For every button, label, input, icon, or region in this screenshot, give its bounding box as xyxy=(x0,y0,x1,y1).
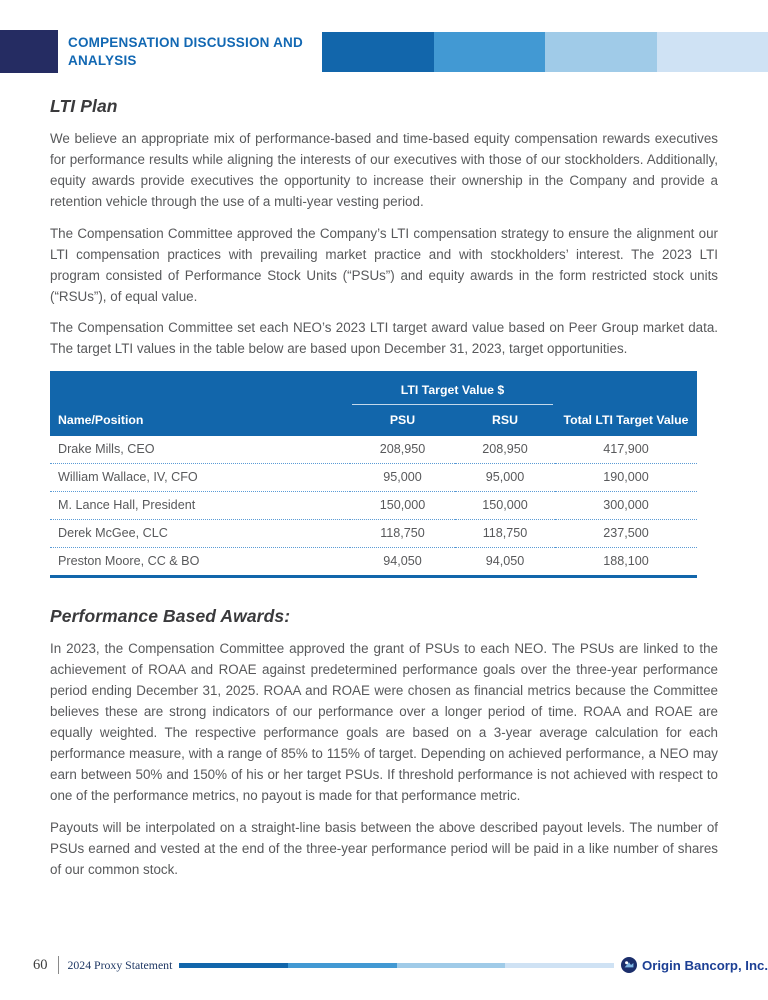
column-header-name-position: Name/Position xyxy=(58,413,144,427)
cell-rsu: 150,000 xyxy=(455,492,555,520)
gradient-segment-1 xyxy=(179,963,288,968)
cell-psu: 95,000 xyxy=(350,464,455,492)
section-title: COMPENSATION DISCUSSION AND ANALYSIS xyxy=(68,34,303,68)
cell-total: 188,100 xyxy=(555,548,697,577)
column-header-rsu: RSU xyxy=(492,413,518,427)
cell-rsu: 94,050 xyxy=(455,548,555,577)
cell-psu: 94,050 xyxy=(350,548,455,577)
performance-paragraph-2: Payouts will be interpolated on a straight-line basis between the above described payout levels. The number of PSUs earned and vested at the end of the three-year performance period will be paid in a like number of shares of our common stock. xyxy=(50,819,718,877)
page-footer xyxy=(0,954,768,976)
lti-plan-heading: LTI Plan xyxy=(50,96,118,116)
table-row xyxy=(50,464,697,492)
cell-rsu: 95,000 xyxy=(455,464,555,492)
cell-psu: 118,750 xyxy=(350,520,455,548)
cell-total: 237,500 xyxy=(555,520,697,548)
table-row xyxy=(50,492,697,520)
navy-accent-square xyxy=(0,30,58,73)
table-row xyxy=(50,436,697,464)
gradient-segment-4 xyxy=(657,32,768,72)
cell-total: 300,000 xyxy=(555,492,697,520)
lti-paragraph-2: The Compensation Committee approved the Company’s LTI compensation strategy to ensure the alignment our LTI compensation practices with prevailing market practice and with stockholders’ interest. The 2023 LTI program consisted of Performance Stock Units (“PSUs”) and equity awards in the form restricted stock units (“RSUs”), of equal value. xyxy=(50,225,718,304)
table-row xyxy=(50,548,697,577)
page-content xyxy=(50,73,718,890)
column-header-total: Total LTI Target Value xyxy=(563,413,689,427)
lti-target-value-table xyxy=(50,371,697,578)
cell-psu: 208,950 xyxy=(350,436,455,464)
cell-name: Preston Moore, CC & BO xyxy=(50,548,350,577)
gradient-segment-2 xyxy=(288,963,397,968)
cell-rsu: 118,750 xyxy=(455,520,555,548)
gradient-segment-3 xyxy=(397,963,506,968)
performance-paragraph-1: In 2023, the Compensation Committee approved the grant of PSUs to each NEO. The PSUs are linked to the achievement of ROAA and ROAE against predetermined performance goals over the three-year performance period ending December 31, 2025. ROAA and ROAE were chosen as financial metrics because the Committee believes these are strong indicators of our performance over a longer period of time. ROAA and ROAE are equally weighted. The respective performance goals are based on a 3-year average calculation for each performance measure, with a range of 85% to 115% of target. Depending on achieved performance, a NEO may earn between 50% and 150% of his or her target PSUs. If threshold performance is not achieved with respect to one of the performance metrics, no payout is made for that performance metric. xyxy=(50,641,718,803)
cell-name: William Wallace, IV, CFO xyxy=(50,464,350,492)
cell-name: M. Lance Hall, President xyxy=(50,492,350,520)
gradient-segment-3 xyxy=(545,32,657,72)
gradient-segment-1 xyxy=(322,32,434,72)
cell-total: 417,900 xyxy=(555,436,697,464)
cell-name: Drake Mills, CEO xyxy=(50,436,350,464)
table-row xyxy=(50,520,697,548)
cell-rsu: 208,950 xyxy=(455,436,555,464)
gradient-segment-2 xyxy=(434,32,546,72)
header-gradient-bar xyxy=(322,32,768,72)
page-number: 60 xyxy=(33,956,48,973)
footer-gradient-bar xyxy=(179,963,614,968)
company-name: Origin Bancorp, Inc. xyxy=(641,957,768,973)
performance-awards-heading: Performance Based Awards: xyxy=(50,606,291,626)
table-header xyxy=(50,371,697,436)
proxy-statement-label: 2024 Proxy Statement xyxy=(67,957,173,972)
lti-paragraph-1: We believe an appropriate mix of performance-based and time-based equity compensation rewards executives for performance results while aligning the interests of our executives with those of our stockholders. Additionally, equity awards provide executives the opportunity to increase their ownership in the Company and provide a retention vehicle through the use of a multi-year vesting period. xyxy=(50,131,718,209)
cell-psu: 150,000 xyxy=(350,492,455,520)
footer-divider xyxy=(58,956,59,974)
group-header-lti-target-value: LTI Target Value $ xyxy=(352,383,553,405)
lti-paragraph-3: The Compensation Committee set each NEO’s 2023 LTI target award value based on Peer Group market data. The target LTI values in the table below are based upon December 31, 2023, target opportunities. xyxy=(50,320,718,356)
column-header-psu: PSU xyxy=(389,413,416,427)
page-header xyxy=(0,30,768,73)
gradient-segment-4 xyxy=(505,963,614,968)
cell-name: Derek McGee, CLC xyxy=(50,520,350,548)
origin-bancorp-logo-icon xyxy=(621,957,637,973)
cell-total: 190,000 xyxy=(555,464,697,492)
